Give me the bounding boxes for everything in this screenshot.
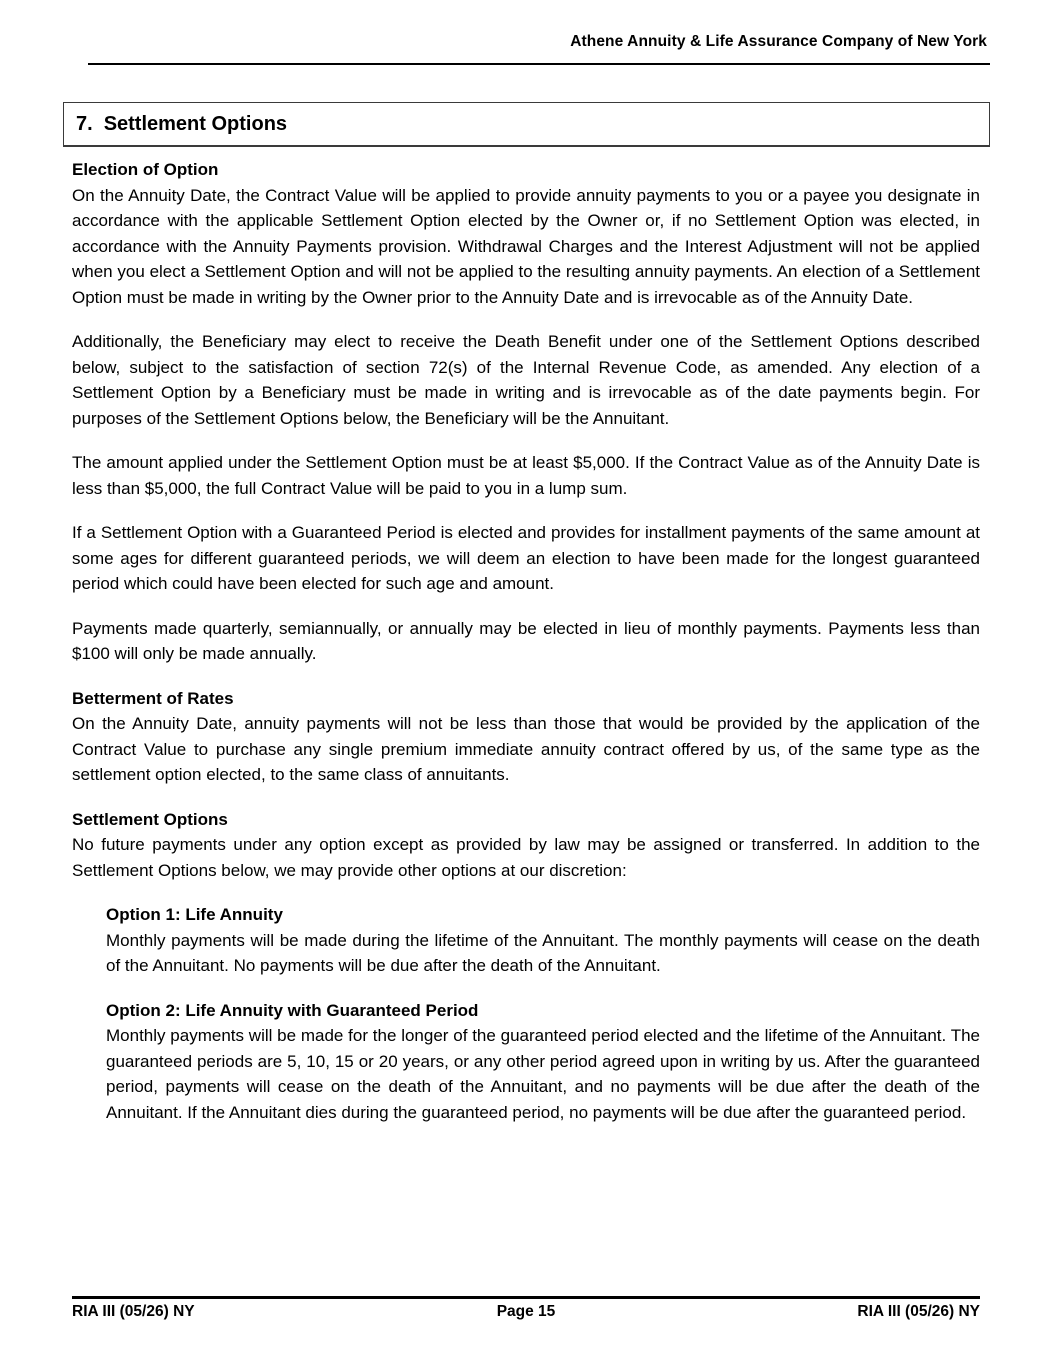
header-rule (88, 63, 990, 65)
document-body (72, 157, 980, 1144)
heading-settlement-options: Settlement Options (72, 809, 228, 829)
paragraph: If a Settlement Option with a Guaranteed Period is elected and provides for installment payments of the same amount at some ages for different guaranteed periods, we will deem an election to have been made for the longest guaranteed period which could have been elected for such age and amount. (72, 523, 980, 593)
footer (72, 1303, 980, 1321)
paragraph-option-1: Monthly payments will be made during the lifetime of the Annuitant. The monthly payments will cease on the death of the Annuitant. No payments will be due after the death of the Annuitant. (106, 930, 980, 975)
paragraph: No future payments under any option except as provided by law may be assigned or transferred. In addition to the Settlement Options below, we may provide other options at our discretion: (72, 835, 980, 880)
header-company-name: Athene Annuity & Life Assurance Company of New York (570, 33, 987, 50)
footer-rule (72, 1296, 980, 1299)
section-number: 7. (76, 112, 93, 135)
section-title: Settlement Options (103, 112, 288, 135)
heading-election-of-option: Election of Option (72, 160, 219, 179)
footer-form-number-left: RIA III (05/26) NY (72, 1303, 195, 1320)
paragraph: The amount applied under the Settlement Option must be at least $5,000. If the Contract Value as of the Annuity Date is less than $5,000, the full Contract Value will be paid to you in a lump sum. (72, 453, 980, 498)
heading-option-1: Option 1: Life Annuity (106, 905, 283, 924)
paragraph: On the Annuity Date, annuity payments will not be less than those that would be provided by the application of the Contract Value to purchase any single premium immediate annuity contract offered by us, of the same type as the settlement option elected, to the same class of annuitants. (72, 714, 980, 784)
section-title-box (63, 102, 990, 147)
heading-betterment-of-rates: Betterment of Rates (72, 688, 234, 708)
heading-option-2: Option 2: Life Annuity with Guaranteed Period (106, 1000, 479, 1020)
paragraph: Payments made quarterly, semiannually, or annually may be elected in lieu of monthly payments. Payments less than $100 will only be made annually. (72, 618, 980, 663)
footer-form-number-right: RIA III (05/26) NY (857, 1303, 981, 1320)
paragraph-option-2: Monthly payments will be made for the longer of the guaranteed period elected and the lifetime of the Annuitant. The guaranteed periods are 5, 10, 15 or 20 years, or any other period agreed upon in writing by us. After the guaranteed period, payments will cease on the death of the Annuitant, and no payments will be due after the death of the Annuitant. If the Annuitant dies during the guaranteed period, no payments will be due after the guaranteed period. (106, 1026, 980, 1122)
paragraph: Additionally, the Beneficiary may elect to receive the Death Benefit under one of the Settlement Options described below, subject to the satisfaction of section 72(s) of the Internal Revenue Code, as amended. Any election of a Settlement Option by a Beneficiary must be made in writing and is irrevocable as of the date payments begin. For purposes of the Settlement Options below, the Beneficiary will be the Annuitant. (72, 332, 980, 428)
footer-page-number: Page 15 (496, 1303, 556, 1320)
paragraph: On the Annuity Date, the Contract Value will be applied to provide annuity payments to you or a payee you designate in accordance with the applicable Settlement Option elected by the Owner or, if no Settlement Option was elected, in accordance with the Annuity Payments provision. Withdrawal Charges and the Interest Adjustment will not be applied when you elect a Settlement Option and will not be applied to the resulting annuity payments. An election of a Settlement Option must be made in writing by the Owner prior to the Annuity Date and is irrevocable as of the Annuity Date. (72, 185, 980, 307)
